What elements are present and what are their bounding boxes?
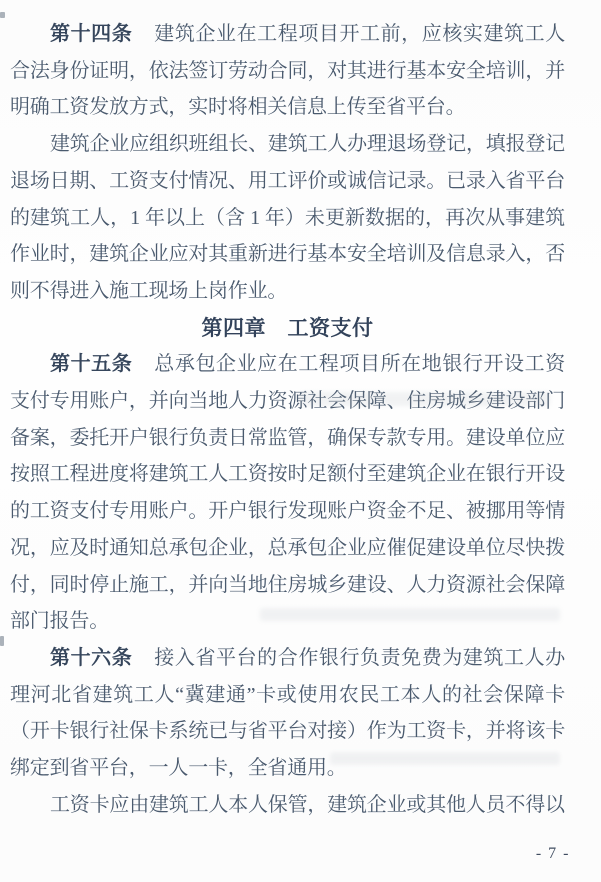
article-15-text: 总承包企业应在工程项目所在地银行开设工资支付专用账户，并向当地人力资源社会保障、住房城乡建设部门备案，委托开户银行负责日常监管，确保专款专用。建设单位应按照工程进度将建筑工人工资按时足额付至建筑企业在银行开设的工资支付专用账户。开户银行发现账户资金不足、被挪用等情况，应及时通知总承包企业，总承包企业应催促建设单位尽快拨付，同时停止施工，并向当地住房城乡建设、人力资源社会保障部门报告。 xyxy=(10,353,565,633)
article-16-number: 第十六条 xyxy=(50,646,133,669)
article-14-number: 第十四条 xyxy=(50,23,133,45)
article-16-paragraph-2 xyxy=(10,787,565,824)
document-body xyxy=(10,16,565,823)
article-16-paragraph xyxy=(10,640,565,787)
article-16-text: 接入省平台的合作银行负责免费为建筑工人办理河北省建筑工人“冀建通”卡或使用农民工本人的社会保障卡（开卡银行社保卡系统已与省平台对接）作为工资卡，并将该卡绑定到省平台，一人一卡，全省通用。 xyxy=(10,646,565,780)
article-15-number: 第十五条 xyxy=(50,353,133,376)
article-14-paragraph-2-text: 建筑企业应组织班组长、建筑工人办理退场登记，填报登记退场日期、工资支付情况、用工评价或诚信记录。已录入省平台的建筑工人，1 年以上（含 1 年）未更新数据的，再次从事建筑作业时，建筑企业应对其重新进行基本安全培训及信息录入，否则不得进入施工现场上岗作业。 xyxy=(10,133,565,302)
article-14-paragraph-2 xyxy=(10,126,565,310)
article-14-text: 建筑企业在工程项目开工前，应核实建筑工人合法身份证明，依法签订劳动合同，对其进行基本安全培训，并明确工资发放方式，实时将相关信息上传至省平台。 xyxy=(10,23,565,119)
article-15-paragraph xyxy=(10,346,565,640)
page-number: - 7 - xyxy=(535,845,570,862)
article-16-paragraph-2-text: 工资卡应由建筑工人本人保管，建筑企业或其他人员不得以 xyxy=(50,793,565,816)
chapter-4-heading: 第四章 工资支付 xyxy=(201,315,374,340)
scan-speck-artifact xyxy=(0,12,5,18)
article-14-paragraph xyxy=(10,16,565,126)
scan-speck-artifact xyxy=(0,636,4,646)
